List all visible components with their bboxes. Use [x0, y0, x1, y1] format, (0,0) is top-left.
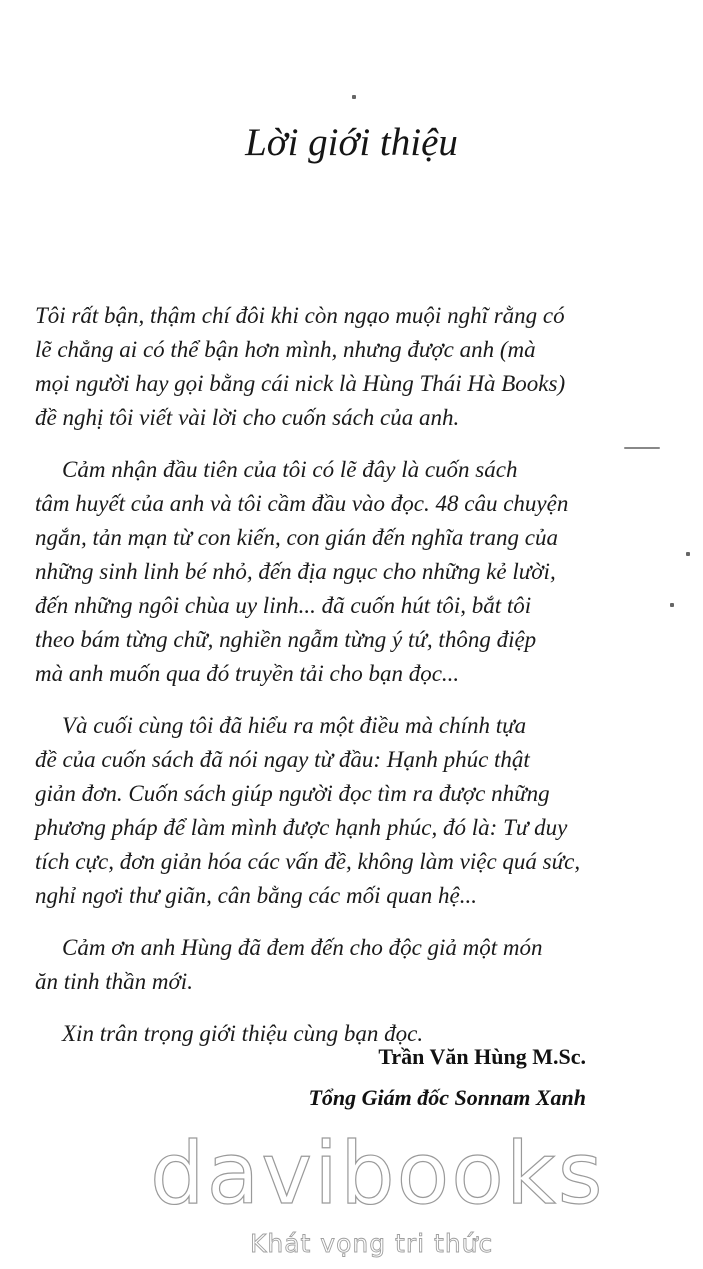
paragraph-2	[35, 453, 595, 691]
introduction-body	[35, 299, 595, 1051]
text-line: đề của cuốn sách đã nói ngay từ đầu: Hạnh phúc thật	[35, 747, 530, 772]
text-line: tích cực, đơn giản hóa các vấn đề, không làm việc quá sức,	[35, 849, 581, 874]
ink-speck	[686, 552, 690, 556]
text-line: Cảm ơn anh Hùng đã đem đến cho độc giả một món	[62, 935, 543, 960]
text-line: theo bám từng chữ, nghiền ngẫm từng ý tứ, thông điệp	[35, 627, 537, 652]
text-line: phương pháp để làm mình được hạnh phúc, đó là: Tư duy	[35, 815, 568, 840]
text-line: giản đơn. Cuốn sách giúp người đọc tìm ra được những	[35, 781, 550, 806]
text-line: Tôi rất bận, thậm chí đôi khi còn ngạo muội nghĩ rằng có	[35, 303, 565, 328]
watermark-tagline: Khát vọng tri thức	[250, 1229, 494, 1258]
text-line: mọi người hay gọi bằng cái nick là Hùng Thái Hà Books)	[35, 371, 566, 396]
page-title: Lời giới thiệu	[245, 121, 458, 164]
text-line: Xin trân trọng giới thiệu cùng bạn đọc.	[62, 1021, 424, 1046]
paragraph-3	[35, 709, 595, 913]
signature-block	[308, 1036, 586, 1118]
text-line: đến những ngôi chùa uy linh... đã cuốn hút tôi, bắt tôi	[35, 593, 532, 618]
text-line: mà anh muốn qua đó truyền tải cho bạn đọc...	[35, 661, 460, 686]
text-line: đề nghị tôi viết vài lời cho cuốn sách của anh.	[35, 405, 460, 430]
text-line: ăn tinh thần mới.	[35, 969, 193, 994]
text-line: lẽ chẳng ai có thể bận hơn mình, nhưng được anh (mà	[35, 337, 536, 362]
ink-speck	[670, 603, 674, 607]
author-name: Trần Văn Hùng M.Sc.	[378, 1044, 586, 1069]
watermark-brand: davibooks	[150, 1124, 605, 1224]
paragraph-1	[35, 299, 595, 435]
text-line: Cảm nhận đầu tiên của tôi có lẽ đây là cuốn sách	[62, 457, 518, 482]
text-line: ngắn, tản mạn từ con kiến, con gián đến nghĩa trang của	[35, 525, 558, 550]
paragraph-4	[35, 931, 595, 999]
text-line: tâm huyết của anh và tôi cầm đầu vào đọc. 48 câu chuyện	[35, 491, 569, 516]
text-line: Và cuối cùng tôi đã hiểu ra một điều mà chính tựa	[62, 713, 527, 738]
text-line: những sinh linh bé nhỏ, đến địa ngục cho những kẻ lười,	[35, 559, 556, 584]
ink-speck	[352, 95, 356, 99]
text-line: nghỉ ngơi thư giãn, cân bằng các mối quan hệ...	[35, 883, 477, 908]
author-role: Tổng Giám đốc Sonnam Xanh	[308, 1085, 586, 1110]
ink-speck	[624, 447, 660, 449]
